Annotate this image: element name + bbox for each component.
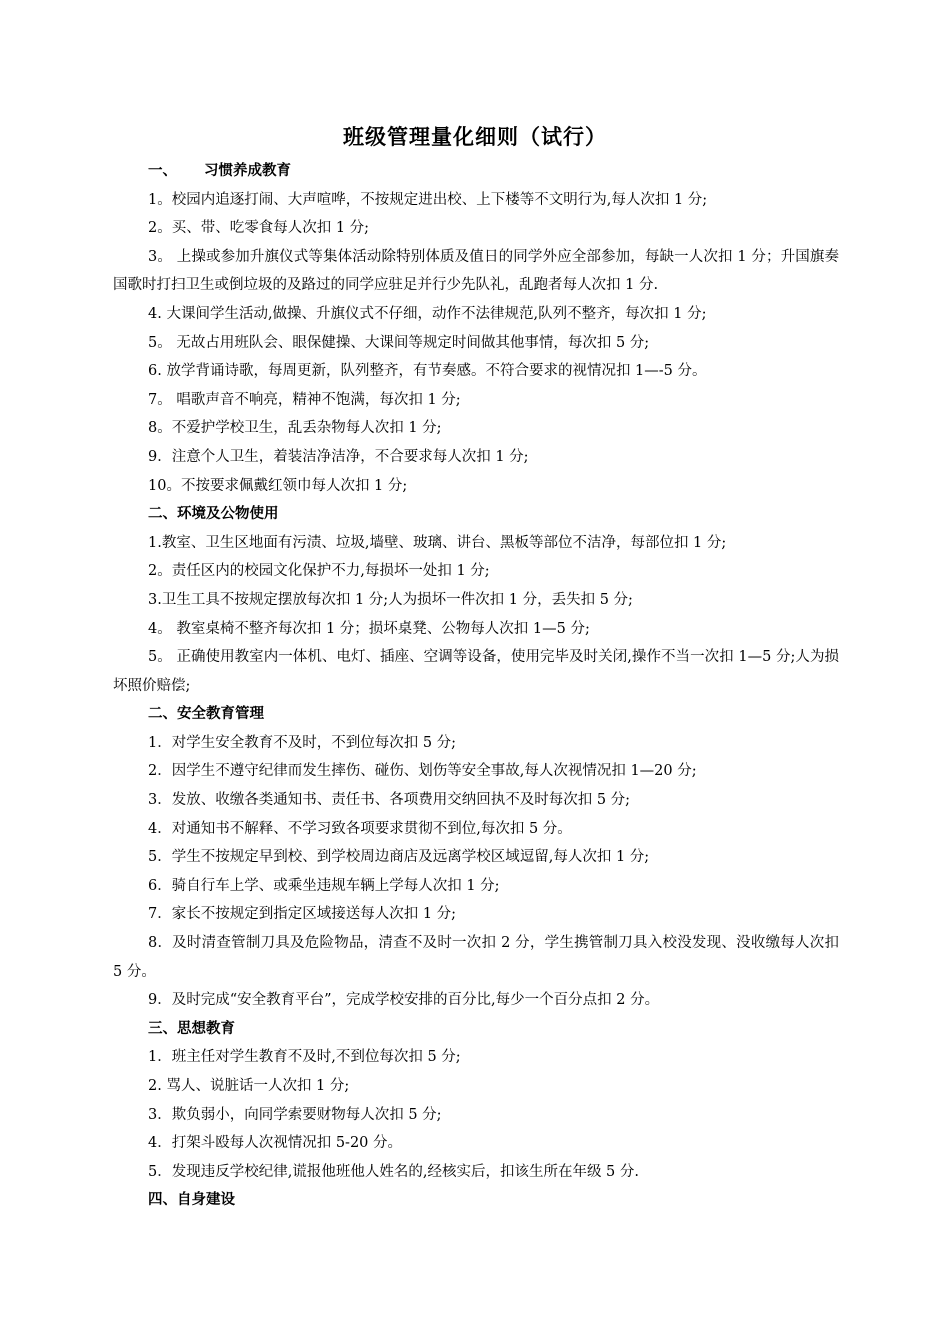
section-heading-ideology: 三、思想教育 (148, 1020, 235, 1037)
section-heading-environment: 二、环境及公物使用 (148, 506, 279, 523)
rule-item: 6. 放学背诵诗歌，每周更新，队列整齐，有节奏感。不符合要求的视情况扣 1—-5 分。 (148, 363, 707, 380)
rule-item: 2．因学生不遵守纪律而发生摔伤、碰伤、划伤等安全事故,每人次视情况扣 1—20 分; (148, 763, 697, 780)
rule-item: 9．注意个人卫生，着装洁净洁净，不合要求每人次扣 1 分; (148, 448, 529, 465)
rule-item: 3。 上操或参加升旗仪式等集体活动除特别体质及值日的同学外应全部参加，每缺一人次扣 1 分；升国旗奏国歌时打扫卫生或倒垃圾的及路过的同学应驻足并行少先队礼，乱跑者每人次扣 1 分. (113, 248, 839, 294)
document-title: 班级管理量化细则（试行） (343, 125, 607, 149)
rule-item: 4．对通知书不解释、不学习致各项要求贯彻不到位,每次扣 5 分。 (148, 820, 572, 837)
rule-item: 3．欺负弱小，向同学索要财物每人次扣 5 分; (148, 1106, 442, 1123)
rule-item: 1.教室、卫生区地面有污渍、垃圾,墙壁、玻璃、讲台、黑板等部位不洁净，每部位扣 1 分; (148, 534, 727, 551)
section-heading-habits (113, 157, 839, 186)
section-number: 一、 (148, 163, 177, 179)
rule-item: 4．打架斗殴每人次视情况扣 5-20 分。 (148, 1135, 403, 1152)
section-title: 习惯养成教育 (204, 163, 291, 179)
rule-item: 10。不按要求佩戴红领巾每人次扣 1 分; (148, 477, 408, 494)
rule-item: 5。 无故占用班队会、眼保健操、大课间等规定时间做其他事情，每次扣 5 分; (148, 334, 650, 351)
rule-item: 1。校园内追逐打闹、大声喧哗，不按规定进出校、上下楼等不文明行为,每人次扣 1 分; (148, 191, 708, 208)
rule-item: 2. 骂人、说脏话一人次扣 1 分; (148, 1078, 350, 1094)
section-heading-safety: 二、安全教育管理 (148, 706, 264, 723)
rule-item: 2。责任区内的校园文化保护不力,每损坏一处扣 1 分; (148, 563, 490, 580)
rule-item: 7。 唱歌声音不响亮，精神不饱满，每次扣 1 分; (148, 391, 461, 408)
rule-item: 1．对学生安全教育不及时，不到位每次扣 5 分; (148, 734, 457, 751)
rule-item: 4. 大课间学生活动,做操、升旗仪式不仔细，动作不法律规范,队列不整齐，每次扣 1 分; (148, 305, 707, 322)
rule-item: 3.卫生工具不按规定摆放每次扣 1 分;人为损坏一件次扣 1 分，丢失扣 5 分; (148, 591, 633, 608)
rule-item: 1．班主任对学生教育不及时,不到位每次扣 5 分; (148, 1049, 461, 1066)
rule-item: 7．家长不按规定到指定区域接送每人次扣 1 分; (148, 906, 457, 923)
rule-item: 5．发现违反学校纪律,谎报他班他人姓名的,经核实后，扣该生所在年级 5 分. (148, 1163, 639, 1180)
rule-item: 4。 教室桌椅不整齐每次扣 1 分；损坏桌凳、公物每人次扣 1—5 分; (148, 620, 590, 637)
document-body (113, 157, 839, 1215)
rule-item: 3．发放、收缴各类通知书、责任书、各项费用交纳回执不及时每次扣 5 分; (148, 792, 631, 809)
rule-item: 6．骑自行车上学、或乘坐违规车辆上学每人次扣 1 分; (148, 877, 500, 894)
section-heading-self-building: 四、自身建设 (148, 1192, 235, 1209)
rule-item: 9．及时完成“安全教育平台”，完成学校安排的百分比,每少一个百分点扣 2 分。 (148, 992, 660, 1009)
rule-item: 5。 正确使用教室内一体机、电灯、插座、空调等设备，使用完毕及时关闭,操作不当一次扣 1—5 分;人为损坏照价赔偿; (113, 649, 839, 694)
rule-item: 5．学生不按规定早到校、到学校周边商店及远离学校区域逗留,每人次扣 1 分; (148, 849, 650, 866)
rule-item: 8．及时清查管制刀具及危险物品，清查不及时一次扣 2 分，学生携管制刀具入校没发现、没收缴每人次扣 5 分。 (113, 935, 839, 980)
rule-item: 2。买、带、吃零食每人次扣 1 分; (148, 220, 370, 237)
rule-item: 8。不爱护学校卫生，乱丢杂物每人次扣 1 分; (148, 420, 442, 437)
